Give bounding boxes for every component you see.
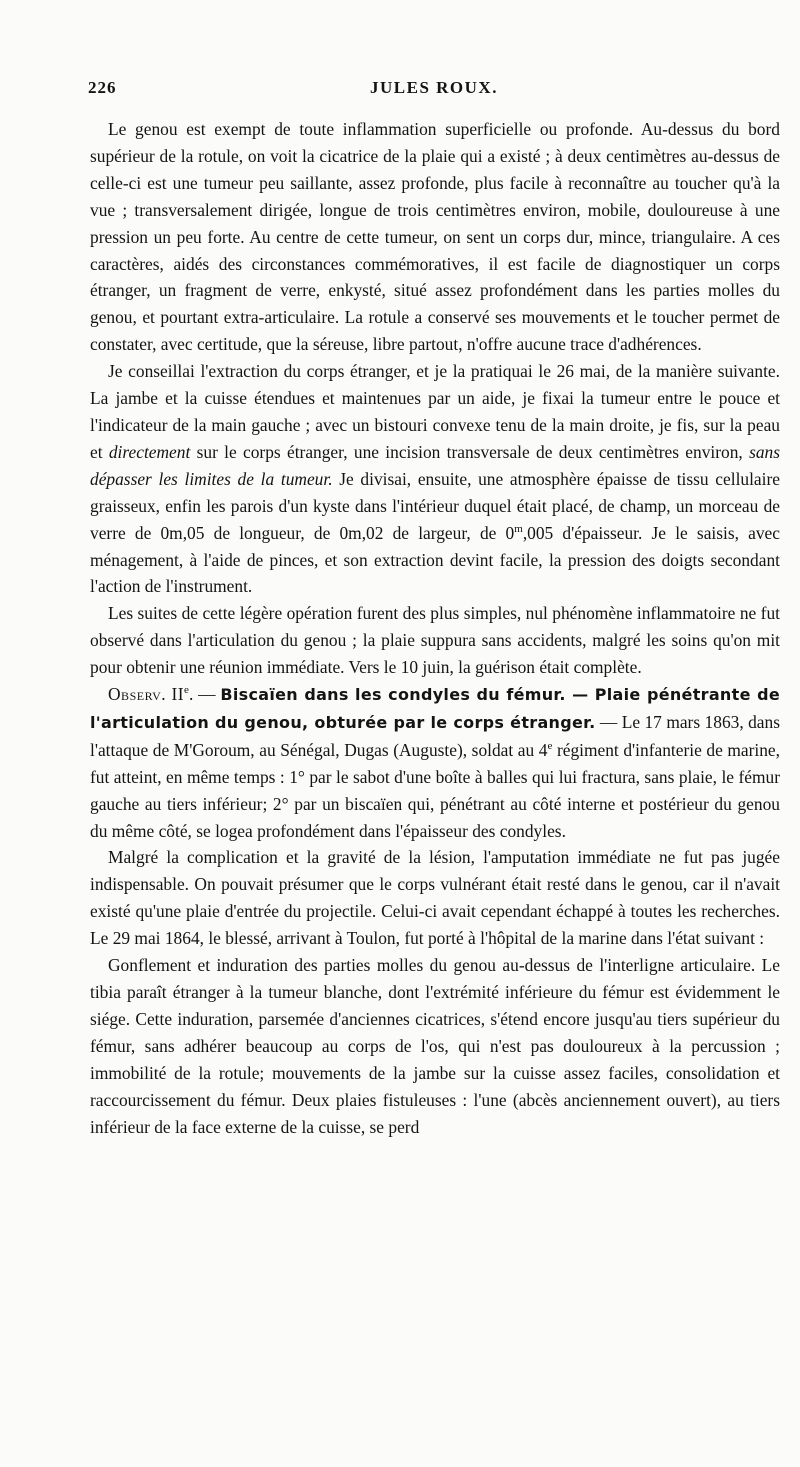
paragraph-amputation: Malgré la complication et la gravité de la lésion, l'amputation immédiate ne fut pas jugée indispensable. On pouvait présumer que le corps vulnérant était resté dans le genou, car il n'avait existé qu'une plaie d'entrée du projectile. Celui-ci avait cependant échappé à toutes les recherches. Le 29 mai 1864, le blessé, arrivant à Toulon, fut porté à l'hôpital de la marine dans l'état suivant : bbox=[90, 847, 780, 949]
page-body bbox=[90, 116, 780, 1140]
paragraph-condition: Gonflement et induration des parties molles du genou au-dessus de l'interligne articulaire. Le tibia paraît étranger à la tumeur blanche, dont l'extrémité inférieure du fémur est évidemment le siége. Cette induration, parsemée d'anciennes cicatrices, s'étend encore jusqu'au tiers supérieur du fémur, sans adhérer beaucoup au corps de l'os, qui n'est pas douloureux à la percussion ; immobilité de la rotule; mouvements de la jambe sur la cuisse assez faciles, consolidation et raccourcissement du fémur. Deux plaies fistuleuses : l'une (abcès anciennement ouvert), au tiers inférieur de la face externe de la cuisse, se perd bbox=[90, 955, 780, 1137]
observation-label: Observ. II bbox=[108, 684, 185, 705]
emphasis-directement: directement bbox=[108, 441, 191, 462]
running-title: JULES ROUX. bbox=[370, 78, 498, 97]
paragraph-observation-2: Observ. IIe. — Biscaïen dans les condyles du fémur. — Plaie pénétrante de l'articulation du genou, obturée par le corps étranger. — Le 17 mars 1863, dans l'attaque de M'Goroum, au Sénégal, Dugas (Auguste), soldat au 4e régiment d'infanterie de marine, fut atteint, en même temps : 1° par le sabot d'une boîte à balles qui lui fractura, sans plaie, le fémur gauche au tiers inférieur; 2° par un biscaïen qui, pénétrant au côté interne et postérieur du genou du même côté, se logea profondément dans l'épaisseur des condyles. bbox=[90, 684, 780, 841]
observation-title: Biscaïen dans les condyles du fémur. — Plaie pénétrante de l'articulation du genou, obturée par le corps étranger. bbox=[90, 685, 780, 732]
emphasis-sans-depasser: sans dépasser les limites de la tumeur. bbox=[90, 441, 780, 489]
paragraph-extraction-procedure: Je conseillai l'extraction du corps étranger, et je la pratiquai le 26 mai, de la manière suivante. La jambe et la cuisse étendues et maintenues par un aide, je fixai la tumeur entre le pouce et l'indicateur de la main gauche ; avec un bistouri convexe tenu de la main droite, je fis, sur la peau et directement sur le corps étranger, une incision transversale de deux centimètres environ, sans dépasser les limites de la tumeur. Je divisai, ensuite, une atmosphère épaisse de tissu cellulaire graisseux, enfin les parois d'un kyste dans l'intérieur duquel était placé, de champ, un morceau de verre de 0m,05 de longueur, de 0m,02 de largeur, de 0$^m$,005 d'épaisseur. Je le saisis, avec ménagement, à l'aide de pinces, et son extraction devint facile, la pression des doigts secondant l'action de l'instrument. bbox=[90, 361, 780, 597]
paragraph-aftercare: Les suites de cette légère opération furent des plus simples, nul phénomène inflammatoire ne fut observé dans l'articulation du genou ; la plaie suppura sans accidents, malgré les soins qu'on mit pour obtenir une réunion immédiate. Vers le 10 juin, la guérison était complète. bbox=[90, 603, 780, 678]
paragraph-knee-examination: Le genou est exempt de toute inflammation superficielle ou profonde. Au-dessus du bord supérieur de la rotule, on voit la cicatrice de la plaie qui a existé ; à deux centimètres au-dessus de celle-ci est une tumeur peu saillante, assez profonde, plus facile à reconnaître au toucher qu'à la vue ; transversalement dirigée, longue de trois centimètres environ, mobile, douloureuse à une pression un peu forte. Au centre de cette tumeur, on sent un corps dur, mince, triangulaire. A ces caractères, aidés des circonstances commémoratives, il est facile de diagnostiquer un corps étranger, un fragment de verre, enkysté, situé assez profondément dans les parties molles du genou, et pourtant extra-articulaire. La rotule a conservé ses mouvements et le toucher permet de constater, avec certitude, que la séreuse, libre partout, n'offre aucune trace d'adhérences. bbox=[90, 119, 780, 355]
page-number: 226 bbox=[88, 78, 117, 97]
